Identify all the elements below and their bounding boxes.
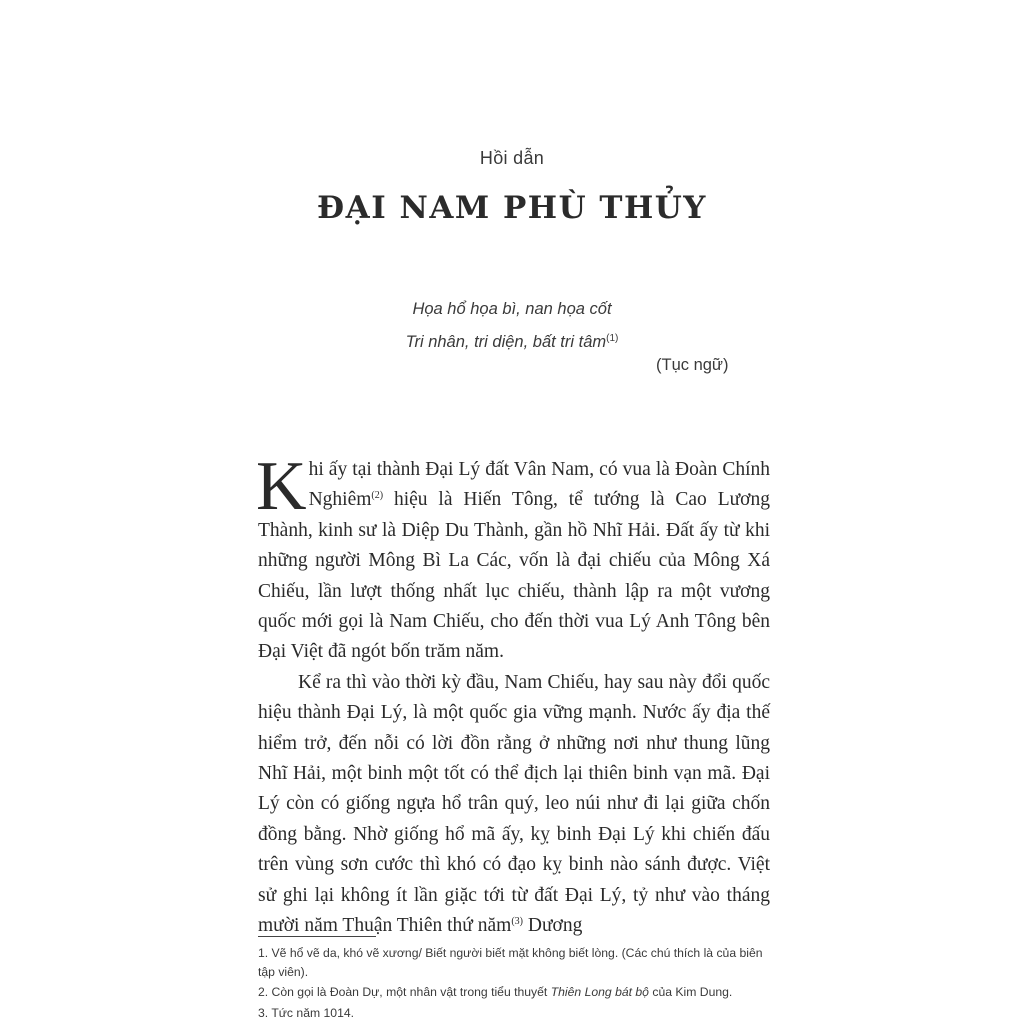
footnote-ref-3: (3) [511, 916, 523, 928]
epigraph-attribution: (Tục ngữ) [656, 356, 729, 374]
body-text [256, 448, 770, 942]
paragraph-2-text-a: Kể ra thì vào thời kỳ đầu, Nam Chiếu, hay sau này đổi quốc hiệu thành Đại Lý, là một quốc gia vững mạnh. Nước ấy địa thế hiểm trở, đến nỗi có lời đồn rằng ở những nơi như thung lũng Nhĩ Hải, một binh một tốt có thể địch lại thiên binh vạn mã. Đại Lý còn có giống ngựa hổ trân quý, leo núi như đi lại giữa chốn đồng bằng. Nhờ giống hổ mã ấy, kỵ binh Đại Lý khi chiến đấu trên vùng sơn cước thì khó có đạo kỵ binh nào sánh được. Việt sử ghi lại không ít lần giặc tới từ đất Đại Lý, tỷ như vào tháng mười năm Thuận Thiên thứ năm [258, 671, 770, 937]
footnotes [258, 944, 778, 1024]
epigraph [0, 294, 1024, 357]
epigraph-line-2 [0, 324, 1024, 357]
footnote-1: 1. Vẽ hổ vẽ da, khó vẽ xương/ Biết người biết mặt không biết lòng. (Các chú thích là của biên tập viên). [258, 946, 763, 979]
chapter-kicker: Hồi dẫn [479, 148, 545, 168]
epigraph-line-2-text: Tri nhân, tri diện, bất tri tâm [405, 333, 607, 351]
paragraph-1-text-b: hiệu là Hiến Tông, tể tướng là Cao Lương Thành, kinh sư là Diệp Du Thành, gần hồ Nhĩ Hải. Đất ấy từ khi những người Mông Bì La Các, vốn là đại chiếu của Mông Xá Chiếu, lần lượt thống nhất lục chiếu, thành lập ra một vương quốc mới gọi là Nam Chiếu, cho đến thời vua Lý Anh Tông bên Đại Việt đã ngót bốn trăm năm. [258, 489, 770, 663]
footnote-2-book-title: Thiên Long bát bộ [550, 985, 649, 1000]
footnote-ref-1: (1) [606, 333, 619, 344]
footnote-divider [258, 936, 376, 937]
footnote-2-text-a: 2. Còn gọi là Đoàn Dự, một nhân vật trong tiểu thuyết [258, 985, 551, 1000]
paragraph-2 [258, 668, 770, 942]
footnote-2 [258, 983, 778, 1002]
footnote-ref-2: (2) [371, 490, 384, 502]
drop-cap: K [256, 448, 307, 525]
paragraph-1 [256, 448, 770, 668]
footnote-2-text-b: của Kim Dung. [648, 985, 733, 1000]
footnote-3: 3. Tức năm 1014. [258, 1005, 355, 1020]
paragraph-1-text-a: hi ấy tại thành Đại Lý đất Vân Nam, có vua là Đoàn Chính Nghiêm [308, 459, 770, 511]
paragraph-2-text-b: Dương [523, 915, 583, 937]
chapter-title: ĐẠI NAM PHÙ THỦY [317, 190, 707, 226]
epigraph-line-1: Họa hổ họa bì, nan họa cốt [412, 300, 612, 318]
